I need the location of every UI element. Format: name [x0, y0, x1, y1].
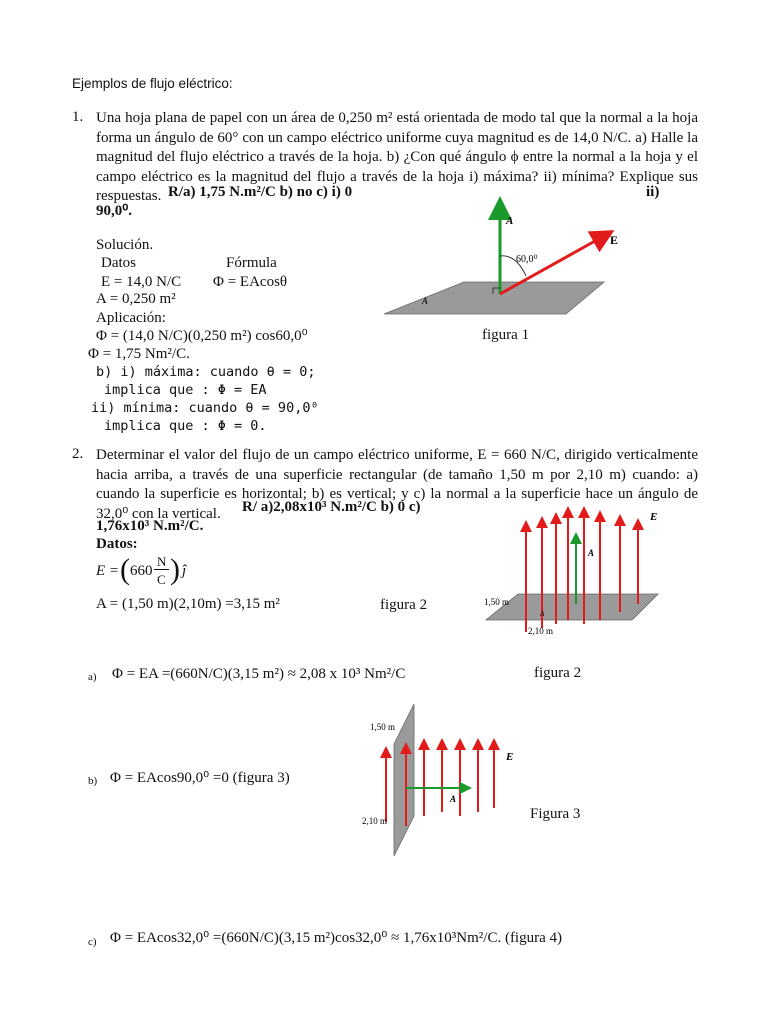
field-label-3: E [506, 751, 514, 763]
width-label: 1,50 m [484, 597, 510, 607]
page-title: Ejemplos de flujo eléctrico: [72, 76, 233, 91]
width-label-3: 1,50 m [370, 722, 396, 732]
unit-vector-j: ĵ [182, 563, 187, 579]
calc-line-1: Φ = (14,0 N/C)(0,250 m²) cos60,0⁰ [96, 328, 308, 344]
part-b-result: Φ = EAcos90,0⁰ =0 (figura 3) [110, 770, 290, 786]
answer-b-line-1: b) i) máxima: cuando θ = 0; [96, 364, 316, 380]
solution-label: Solución. [96, 237, 154, 253]
field-vector-formula [96, 552, 216, 594]
field-label: E [610, 233, 619, 247]
close-paren: ) [170, 553, 180, 586]
area-calc: A = (1,50 m)(2,10m) =3,15 m² [96, 596, 280, 612]
problem-1-number: 1. [72, 109, 84, 125]
part-c-result: Φ = EAcos32,0⁰ =(660N/C)(3,15 m²)cos32,0⁰ ≈ 1,76x10³Nm²/C. (figura 4) [110, 930, 562, 946]
formula-label: Fórmula [226, 255, 277, 271]
figure-2-caption-inline: figura 2 [380, 597, 428, 613]
flux-formula: Φ = EAcosθ [213, 274, 288, 290]
field-label-2: E [650, 511, 658, 523]
part-a-label: a) [88, 671, 97, 683]
sheet-plane [384, 282, 604, 314]
figure-3 [356, 704, 536, 854]
length-label-3: 2,10 m [362, 816, 388, 826]
answer-b-line-2: implica que : Φ = EA [104, 382, 267, 398]
part-c-label: c) [88, 936, 97, 948]
problem-1-statement: Una hoja plana de papel con un área de 0,250 m² está orientada de modo tal que la normal a la hoja forma un ángulo de 60° con un campo eléctrico uniforme cuya magnitud es de 14,0 N/C. a) Halle la magnitud del flujo eléctrico a través de la hoja. b) ¿Con qué ángulo ϕ entre la normal a la hoja y el campo eléctrico es la magnitud del flujo a través de la hoja i) máxima? ii) mínima? Explique sus respuestas. [96, 110, 698, 204]
vertical-surface [394, 704, 414, 856]
figure-2 [478, 500, 688, 640]
open-paren: ( [120, 553, 130, 586]
field-value: E = 14,0 N/C [101, 274, 182, 290]
area-value: A = 0,250 m² [96, 291, 176, 307]
part-a-result: Φ = EA =(660N/C)(3,15 m²) ≈ 2,08 x 10³ Nm²/C [112, 666, 406, 682]
field-vector-magnitude: 660 [130, 563, 153, 579]
figure-1 [376, 196, 676, 326]
data-label: Datos [101, 255, 136, 271]
angle-label: 60,0⁰ [516, 254, 538, 265]
calc-line-2: Φ = 1,75 Nm²/C. [88, 346, 190, 362]
normal-label-3: A [450, 794, 457, 804]
figure-1-caption: figura 1 [482, 327, 530, 343]
problem-2-answer: R/ a)2,08x10³ N.m²/C b) 0 c) [242, 499, 421, 515]
data-label-2: Datos: [96, 536, 138, 552]
normal-label: A [506, 215, 514, 227]
part-b-label: b) [88, 775, 98, 787]
problem-1-answer-ii: ii) [646, 184, 660, 200]
problem-1-answer: R/a) 1,75 N.m²/C b) no c) i) 0 [168, 184, 353, 200]
plane-area-label: A [422, 296, 428, 306]
field-vector-lhs: E = [96, 563, 120, 579]
problem-2-number: 2. [72, 446, 84, 462]
unit-numerator: N [157, 554, 167, 569]
unit-denominator: C [157, 572, 166, 587]
normal-label-2: A [588, 548, 595, 558]
surface-plane [486, 594, 658, 620]
application-label: Aplicación: [96, 310, 166, 326]
problem-2-statement: Determinar el valor del flujo de un campo eléctrico uniforme, E = 660 N/C, dirigido verticalmente hacia arriba, a través de una superficie rectangular (de tamaño 1,50 m por 2,10 m) cuando: a) cuando la superficie es horizontal; b) es vertical; y c) la normal a la superficie hace un ángulo de 32,0⁰ con la vertical. [96, 447, 698, 522]
figure-3-caption: Figura 3 [530, 806, 581, 822]
answer-b-line-4: implica que : Φ = 0. [104, 418, 267, 434]
part-a-figure-ref: figura 2 [534, 665, 582, 681]
problem-1-answer-end: 90,0⁰. [96, 203, 133, 219]
answer-b-line-3: ii) mínima: cuando θ = 90,0⁰ [91, 400, 319, 416]
plane-label-2: A [540, 610, 545, 618]
length-label: 2,10 m [528, 626, 554, 636]
problem-2-answer-end: 1,76x10³ N.m²/C. [96, 518, 204, 534]
